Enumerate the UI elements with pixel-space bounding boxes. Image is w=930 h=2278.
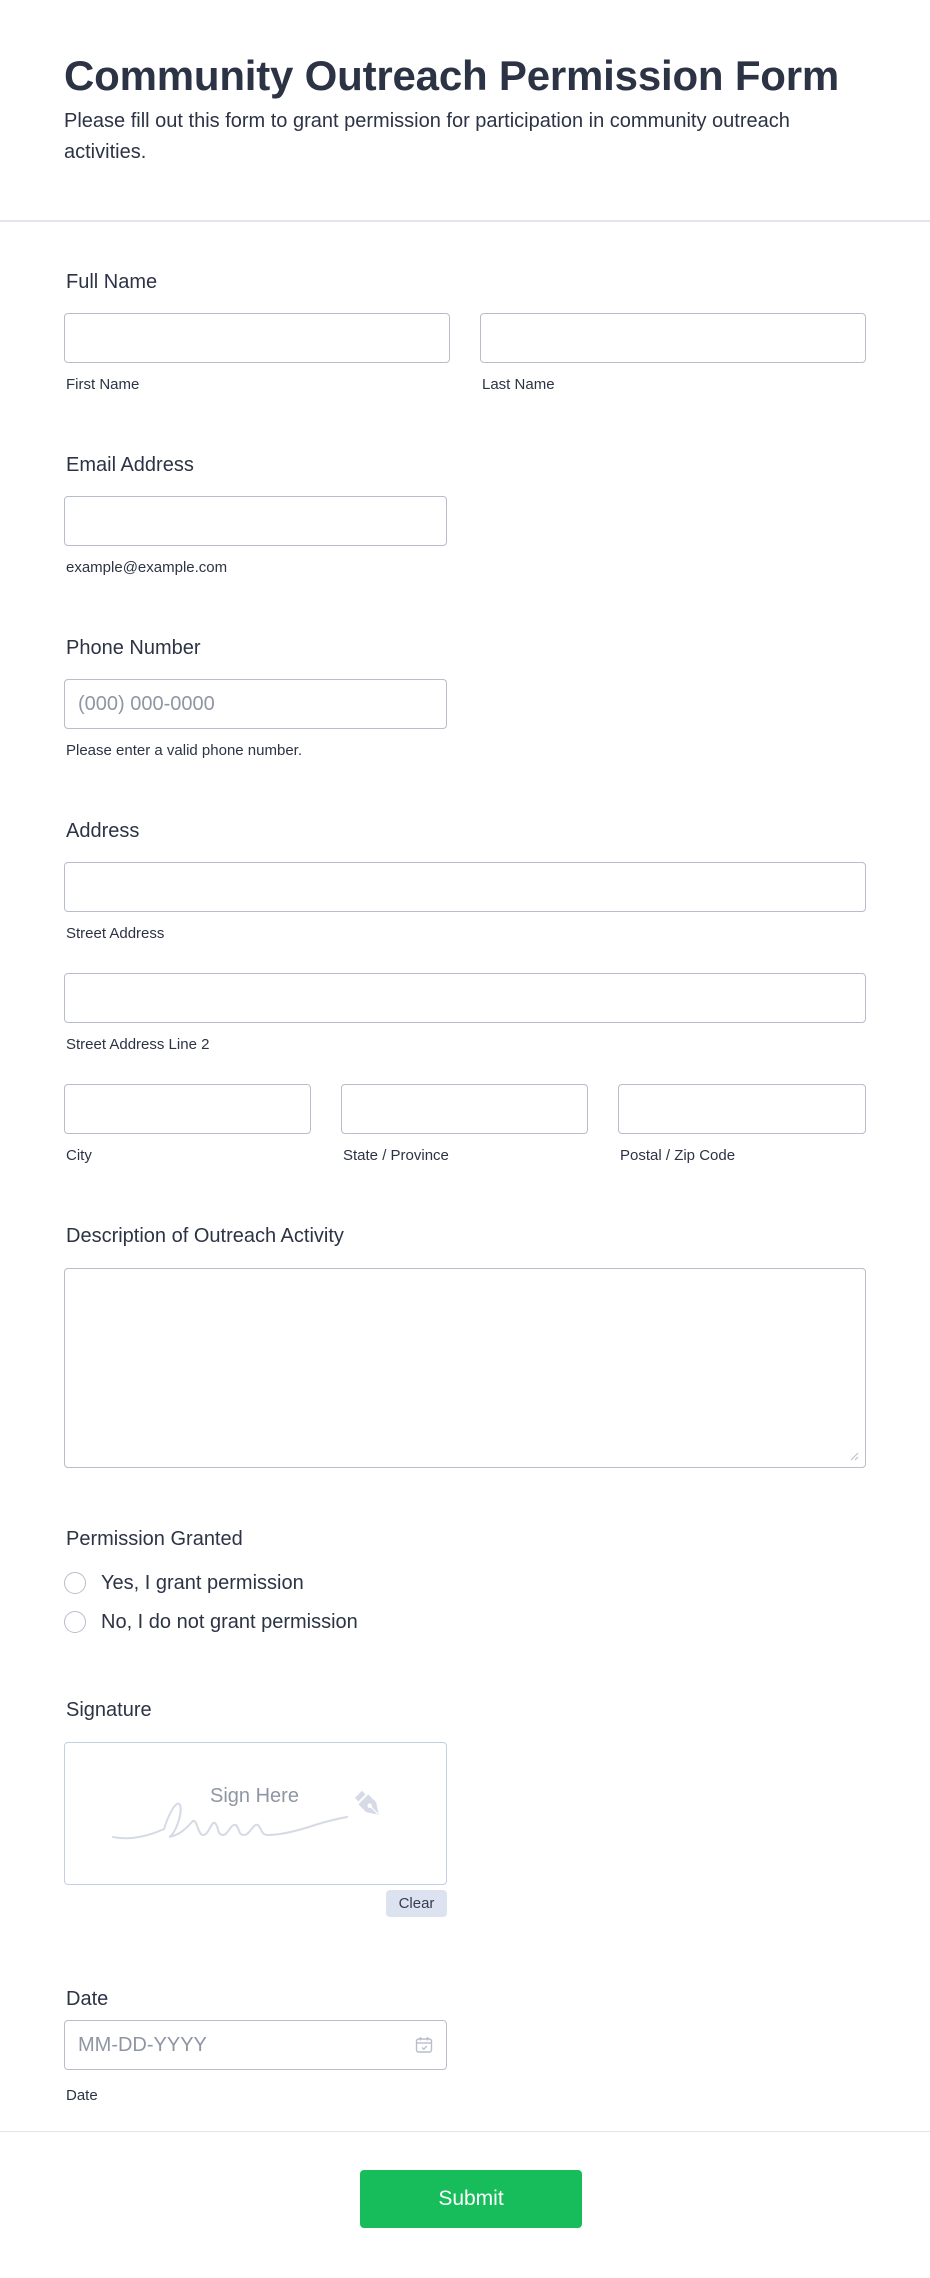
radio-button[interactable] <box>64 1611 86 1633</box>
date-input[interactable] <box>64 2020 447 2070</box>
form-title: Community Outreach Permission Form <box>64 52 840 99</box>
last-name-input[interactable] <box>480 313 866 363</box>
permission-option-yes-label: Yes, I grant permission <box>101 1572 304 1594</box>
full-name-label: Full Name <box>66 271 158 293</box>
pen-nib-icon <box>349 1785 389 1825</box>
street-address-sublabel: Street Address <box>66 925 165 942</box>
description-textarea[interactable] <box>64 1268 866 1468</box>
description-label: Description of Outreach Activity <box>66 1225 344 1247</box>
state-input[interactable] <box>341 1084 588 1134</box>
signature-label: Signature <box>66 1699 152 1721</box>
city-input[interactable] <box>64 1084 311 1134</box>
sign-here-placeholder: Sign Here <box>210 1785 299 1807</box>
date-label: Date <box>66 1988 109 2010</box>
phone-sublabel: Please enter a valid phone number. <box>66 742 302 759</box>
calendar-icon[interactable] <box>415 2036 433 2054</box>
email-sublabel: example@example.com <box>66 559 228 576</box>
permission-option-no-label: No, I do not grant permission <box>101 1611 358 1633</box>
form-description: Please fill out this form to grant permission for participation in community outreach activities. <box>64 110 790 163</box>
permission-label: Permission Granted <box>66 1528 243 1550</box>
street-address-input[interactable] <box>64 862 866 912</box>
city-sublabel: City <box>66 1147 92 1164</box>
date-sublabel: Date <box>66 2087 98 2104</box>
street-address-line2-sublabel: Street Address Line 2 <box>66 1036 210 1053</box>
email-input[interactable] <box>64 496 447 546</box>
form-header <box>0 0 930 222</box>
address-label: Address <box>66 820 140 842</box>
state-sublabel: State / Province <box>343 1147 449 1164</box>
email-label: Email Address <box>66 454 194 476</box>
street-address-line2-input[interactable] <box>64 973 866 1023</box>
postal-code-input[interactable] <box>618 1084 866 1134</box>
phone-input[interactable] <box>64 679 447 729</box>
phone-label: Phone Number <box>66 637 201 659</box>
radio-button[interactable] <box>64 1572 86 1594</box>
footer-divider <box>0 2131 930 2132</box>
submit-button[interactable]: Submit <box>360 2170 582 2228</box>
signature-pad[interactable] <box>64 1742 447 1885</box>
first-name-sublabel: First Name <box>66 376 140 393</box>
resize-handle-icon[interactable] <box>850 1452 859 1461</box>
last-name-sublabel: Last Name <box>482 376 555 393</box>
clear-signature-button[interactable]: Clear <box>386 1890 447 1917</box>
first-name-input[interactable] <box>64 313 450 363</box>
postal-code-sublabel: Postal / Zip Code <box>620 1147 736 1164</box>
